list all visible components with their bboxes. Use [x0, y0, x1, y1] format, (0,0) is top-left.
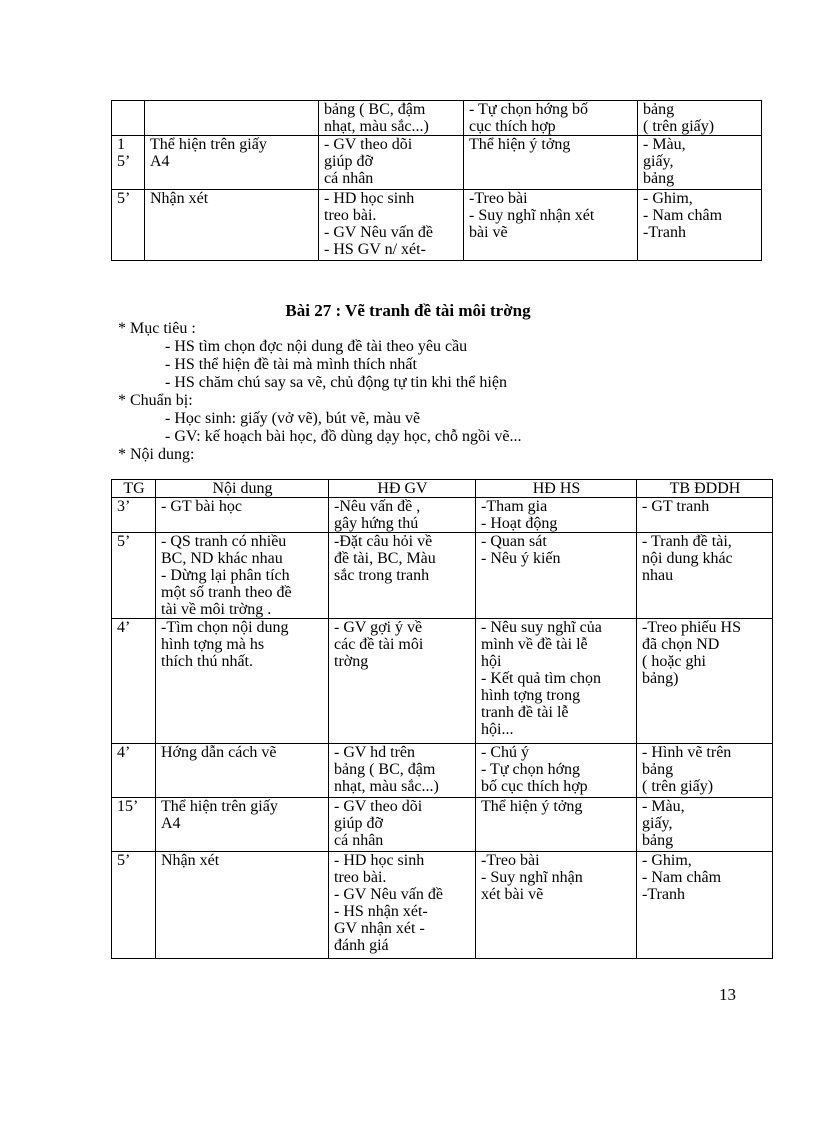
cell-hd-hs: [476, 498, 637, 533]
table-header-row: [112, 480, 773, 498]
cell-text: Nhận xét: [161, 852, 220, 869]
cell-hd-hs: [476, 619, 637, 744]
muc-tieu-item: - HS tìm chọn đợc nội dung đề tài theo yêu cầu: [165, 338, 468, 355]
cell-text: đã chọn ND: [642, 636, 720, 653]
cell-text: - HD học sinh: [334, 852, 425, 869]
cell-text: hội...: [481, 721, 514, 738]
cell-text: cá nhân: [334, 832, 384, 849]
cell-noi-dung: [156, 744, 329, 798]
cell-tg: [112, 498, 156, 533]
cell-text: cục thích hợp: [469, 118, 556, 135]
cell-text: - GV theo dõi: [334, 798, 423, 815]
cell-text: - Hình vẽ trên: [642, 744, 732, 761]
cell-text: giúp đỡ: [324, 153, 373, 170]
cell-text: 5’: [117, 153, 131, 170]
cell-text: 1: [117, 136, 125, 153]
cell-hd-hs: [464, 136, 638, 190]
cell-text: - Tự chọn hớng: [481, 761, 581, 778]
cell-text: gây hứng thú: [334, 515, 419, 532]
cell-tb-dddh: [637, 533, 773, 619]
cell-text: tài về môi trờng .: [161, 601, 272, 618]
header-tb-dddh: TB ĐDDH: [637, 480, 773, 498]
table-row: [112, 744, 773, 798]
cell-text: ( trên giấy): [643, 118, 715, 135]
cell-text: A4: [150, 153, 170, 170]
cell-text: - Nam châm: [642, 869, 722, 886]
cell-hd-gv: [329, 852, 476, 959]
cell-tb-dddh: [637, 744, 773, 798]
muc-tieu-label: * Mục tiêu :: [118, 320, 196, 337]
cell-noi-dung: [156, 798, 329, 852]
cell-text: - GV Nêu vấn đề: [334, 886, 444, 903]
cell-text: Thể hiện ý tởng: [481, 798, 583, 815]
cell-text: A4: [161, 815, 181, 832]
cell-text: nội dung khác: [642, 550, 733, 567]
cell-tg: [112, 852, 156, 959]
cell-text: bố cục thích hợp: [481, 778, 588, 795]
chuan-bi-item: - Học sinh: giấy (vở vẽ), bút vẽ, màu vẽ: [165, 410, 421, 427]
cell-text: hình tợng trong: [481, 687, 581, 704]
cell-text: - HS nhận xét-: [334, 903, 428, 920]
lesson-plan-table: [111, 479, 773, 959]
cell-tg: [112, 619, 156, 744]
cell-hd-hs: [476, 533, 637, 619]
cell-text: xét bài vẽ: [481, 886, 544, 903]
cell-hd-hs: [464, 101, 638, 136]
chuan-bi-item: - GV: kế hoạch bài học, đồ dùng dạy học, chỗ ngồi vẽ...: [165, 428, 522, 445]
cell-hd-gv: [329, 744, 476, 798]
cell-noi-dung: [156, 852, 329, 959]
cell-text: -Treo phiếu HS: [642, 619, 741, 636]
cell-hd-gv: [329, 798, 476, 852]
cell-text: - Ghim,: [642, 852, 692, 869]
cell-text: - Chú ý: [481, 744, 529, 761]
cell-text: -Tham gia: [481, 498, 548, 515]
cell-text: cá nhân: [324, 170, 374, 187]
cell-text: 3’: [117, 498, 131, 515]
cell-hd-gv: [319, 190, 464, 261]
continuation-table-body: [112, 101, 762, 261]
cell-tb-dddh: [637, 852, 773, 959]
cell-hd-hs: [476, 798, 637, 852]
header-noi-dung: Nội dung: [156, 480, 329, 498]
cell-text: - GT bài học: [161, 498, 243, 515]
cell-text: tranh đề tài lễ: [481, 704, 569, 721]
cell-tb-dddh: [637, 498, 773, 533]
cell-tb-dddh: [638, 136, 762, 190]
cell-text: - Suy nghĩ nhận: [481, 869, 583, 886]
cell-text: Thể hiện trên giấy: [150, 136, 267, 153]
cell-text: 4’: [117, 744, 131, 761]
cell-hd-hs: [464, 190, 638, 261]
cell-hd-gv: [319, 101, 464, 136]
cell-text: trờng: [334, 653, 369, 670]
cell-tg: [112, 798, 156, 852]
lesson-plan-table-body: [112, 498, 773, 959]
cell-hd-gv: [329, 619, 476, 744]
page-number: 13: [719, 985, 736, 1004]
cell-text: - HS GV n/ xét-: [324, 241, 426, 258]
cell-text: treo bài.: [324, 207, 377, 224]
cell-noi-dung: [145, 190, 319, 261]
cell-text: bài vẽ: [469, 224, 508, 241]
cell-text: Thể hiện trên giấy: [161, 798, 278, 815]
cell-text: mình về đề tài lễ: [481, 636, 588, 653]
cell-text: BC, ND khác nhau: [161, 550, 283, 567]
cell-text: - GV hd trên: [334, 744, 416, 761]
cell-text: đánh giá: [334, 937, 389, 954]
noi-dung-label: * Nội dung:: [118, 446, 195, 463]
cell-hd-gv: [329, 498, 476, 533]
cell-text: Nhận xét: [150, 190, 209, 207]
cell-tg: [112, 136, 145, 190]
cell-text: 5’: [117, 852, 131, 869]
chuan-bi-label: * Chuẩn bị:: [118, 392, 193, 409]
cell-text: các đề tài môi: [334, 636, 424, 653]
cell-text: bảng ( BC, đậm: [334, 761, 436, 778]
cell-noi-dung: [156, 498, 329, 533]
cell-text: - Quan sát: [481, 533, 547, 550]
cell-text: - QS tranh có nhiều: [161, 533, 287, 550]
cell-text: ( trên giấy): [642, 778, 714, 795]
cell-text: -Đặt câu hỏi về: [334, 533, 433, 550]
cell-text: ( hoặc ghi: [642, 653, 706, 670]
table-row: [112, 533, 773, 619]
table-row: [112, 190, 762, 261]
cell-text: bảng: [643, 101, 675, 118]
table-row: [112, 136, 762, 190]
cell-text: - GV gợi ý về: [334, 619, 423, 636]
cell-text: giấy,: [642, 815, 673, 832]
cell-text: - HD học sinh: [324, 190, 415, 207]
cell-tg: [112, 101, 145, 136]
cell-text: giúp đỡ: [334, 815, 383, 832]
cell-hd-gv: [319, 136, 464, 190]
cell-text: thích thú nhất.: [161, 653, 253, 670]
cell-text: - Tranh đề tài,: [642, 533, 732, 550]
cell-text: 5’: [117, 190, 131, 207]
cell-tb-dddh: [638, 101, 762, 136]
cell-text: - Kết quả tìm chọn: [481, 670, 601, 687]
cell-text: - GV Nêu vấn đề: [324, 224, 434, 241]
cell-text: -Treo bài: [469, 190, 528, 207]
cell-text: nhạt, màu sắc...): [324, 118, 429, 135]
cell-text: - Dừng lại phân tích: [161, 567, 290, 584]
cell-hd-hs: [476, 852, 637, 959]
cell-text: hình tợng mà hs: [161, 636, 265, 653]
cell-text: - GT tranh: [642, 498, 710, 515]
cell-text: giấy,: [643, 153, 674, 170]
cell-text: 4’: [117, 619, 131, 636]
cell-hd-gv: [329, 533, 476, 619]
cell-tg: [112, 744, 156, 798]
cell-text: nhạt, màu sắc...): [334, 778, 439, 795]
cell-noi-dung: [145, 101, 319, 136]
cell-text: - Ghim,: [643, 190, 693, 207]
cell-text: hội: [481, 653, 502, 670]
table-row: [112, 852, 773, 959]
cell-text: 5’: [117, 533, 131, 550]
lesson-title: Bài 27 : Vẽ tranh đề tài môi trờng: [285, 301, 531, 320]
table-row: [112, 498, 773, 533]
cell-text: GV nhận xét -: [334, 920, 425, 937]
cell-tg: [112, 533, 156, 619]
table-row: [112, 798, 773, 852]
cell-tb-dddh: [638, 190, 762, 261]
cell-text: bảng): [642, 670, 679, 687]
cell-text: bảng: [642, 832, 674, 849]
cell-text: -Nêu vấn đề ,: [334, 498, 421, 515]
cell-tg: [112, 190, 145, 261]
table-row: [112, 619, 773, 744]
cell-hd-hs: [476, 744, 637, 798]
cell-text: - Nam châm: [643, 207, 723, 224]
cell-text: đề tài, BC, Màu: [334, 550, 436, 567]
cell-text: bảng: [643, 170, 675, 187]
cell-text: Thể hiện ý tởng: [469, 136, 571, 153]
cell-text: - Hoạt động: [481, 515, 558, 532]
muc-tieu-item: - HS chăm chú say sa vẽ, chủ động tự tin khi thể hiện: [165, 374, 507, 391]
cell-text: - GV theo dõi: [324, 136, 413, 153]
cell-text: treo bài.: [334, 869, 387, 886]
cell-text: sắc trong tranh: [334, 567, 430, 584]
continuation-table: [111, 100, 762, 261]
cell-noi-dung: [145, 136, 319, 190]
cell-text: - Màu,: [642, 798, 685, 815]
cell-text: - Màu,: [643, 136, 686, 153]
header-hd-hs: HĐ HS: [476, 480, 637, 498]
table-row: [112, 101, 762, 136]
cell-text: - Nêu suy nghĩ của: [481, 619, 602, 636]
cell-text: bảng ( BC, đậm: [324, 101, 426, 118]
cell-text: -Tranh: [643, 224, 686, 241]
cell-tb-dddh: [637, 619, 773, 744]
cell-text: nhau: [642, 567, 674, 584]
cell-text: - Suy nghĩ nhận xét: [469, 207, 595, 224]
cell-noi-dung: [156, 533, 329, 619]
cell-tb-dddh: [637, 798, 773, 852]
cell-noi-dung: [156, 619, 329, 744]
cell-text: bảng: [642, 761, 674, 778]
cell-text: một số tranh theo đề: [161, 584, 292, 601]
cell-text: 15’: [117, 798, 139, 815]
muc-tieu-item: - HS thể hiện đề tài mà mình thích nhất: [165, 356, 417, 373]
cell-text: -Treo bài: [481, 852, 540, 869]
header-hd-gv: HĐ GV: [329, 480, 476, 498]
cell-text: - Nêu ý kiến: [481, 550, 561, 567]
cell-text: -Tìm chọn nội dung: [161, 619, 289, 636]
cell-text: -Tranh: [642, 886, 685, 903]
cell-text: Hớng dẫn cách vẽ: [161, 744, 277, 761]
header-tg: TG: [112, 480, 156, 498]
cell-text: - Tự chọn hớng bố: [469, 101, 589, 118]
